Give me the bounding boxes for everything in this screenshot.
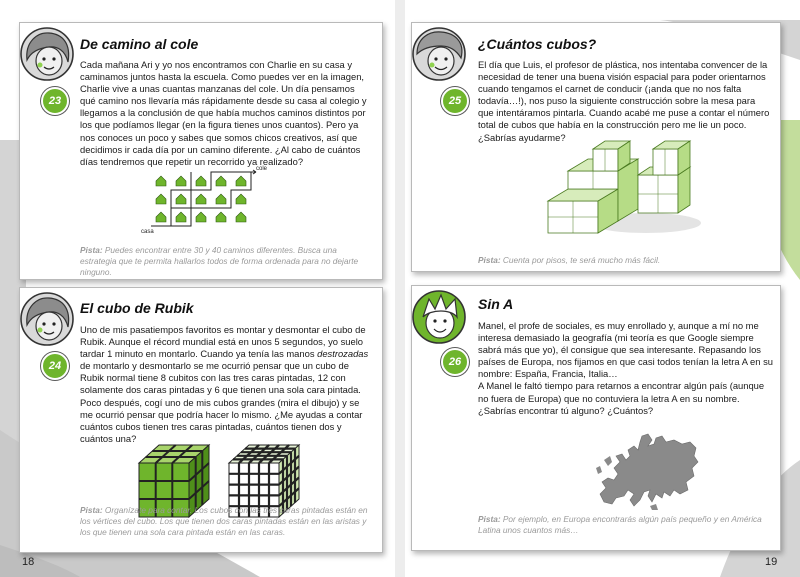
problem-title: ¿Cuántos cubos?	[478, 36, 597, 52]
problem-text-paragraph-2: A Manel le faltó tiempo para retarnos a encontrar algún país (aunque no fuera de Europa) que no contuviera la letra A en su nombre. ¿Sabrías encontrar tú alguno? ¿Cuántos?	[478, 380, 765, 416]
hint-label: Pista:	[80, 505, 103, 515]
problem-text-emphasis: destrozadas	[317, 348, 369, 360]
hint-body: Por ejemplo, en Europa encontrarás algún país pequeño y en América Latina unos cuantos más…	[478, 514, 762, 535]
problem-number-badge: 25	[441, 87, 469, 115]
problem-text-paragraph-1: Manel, el profe de sociales, es muy enrollado y, aunque a mí no me interesa demasiado la geografía (mi teoría es que Google siempre sabrá más que yo), él consigue que sea interesante. Repasando los países de Europa, nos fijamos en que casi todos tenían la letra A en su nombre: España, Francia, Italia…	[478, 320, 773, 380]
problem-card-24	[19, 287, 383, 553]
hint-body: Organízate para contar. Los cubos con las tres caras pintadas están en los vértices del cubo. Los que tienen dos caras pintadas están en las aristas y los que tienen una sola cara pintada están en las caras.	[80, 505, 368, 537]
problem-number-badge: 24	[41, 352, 69, 380]
problem-card-23	[19, 22, 383, 280]
problem-number-badge: 23	[41, 87, 69, 115]
page-number-left: 18	[22, 556, 35, 568]
character-avatar-gray	[19, 26, 79, 88]
hint-label: Pista:	[478, 255, 501, 265]
europe-map-silhouette	[590, 432, 700, 512]
problem-title: Sin A	[478, 296, 514, 312]
problem-number-badge: 26	[441, 348, 469, 376]
page-number-right: 19	[765, 556, 778, 568]
problem-title: De camino al cole	[80, 36, 199, 52]
hint-label: Pista:	[80, 245, 103, 255]
problem-title: El cubo de Rubik	[80, 300, 194, 316]
hint-body: Puedes encontrar entre 30 y 40 caminos diferentes. Busca una estrategia que te permita hallarlos todos de forma ordenada para no dejarte ninguno.	[80, 245, 359, 277]
hint-text	[80, 245, 375, 278]
hint-text	[478, 514, 773, 536]
problem-text	[80, 324, 372, 445]
problem-text-part-a: Uno de mis pasatiempos favoritos es montar y desmontar el cubo de Rubik. Aunque el récord mundial está en unos 5 segundos, yo suelo tardar 1 minuto en montarlo. Cuando ya tenía las manos	[80, 324, 366, 360]
cube-construction	[538, 141, 708, 241]
problem-card-26	[411, 285, 781, 551]
home-label: casa	[141, 229, 154, 235]
problem-text-part-b: de montarlo y desmontarlo se me ocurrió pensar que un cubo de Rubik normal tiene 8 cubitos con las tres caras pintadas, 12 con solamente dos caras pintadas y 6 que tienen una sola cara pintada. Poco después, cogí uno de mis cubos grandes (mira el dibujo) y se me ocurrió pensar que podría hacer lo mismo. ¿Me ayudas a contar cuántos cubos tienen tres caras pintadas, cuántos tienen dos y cuántos una?	[80, 360, 363, 444]
character-avatar-green	[411, 289, 471, 351]
hint-text	[80, 505, 375, 538]
school-label: cole	[256, 166, 268, 172]
character-avatar-gray	[411, 26, 471, 88]
problem-text: Cada mañana Ari y yo nos encontramos con Charlie en su casa y caminamos juntos hasta la escuela. Como puedes ver en la imagen, Charlie vive a unas cuantas manzanas del cole. Un día pensamos qué camino nos llevaría más rápidamente desde su casa al colegio y llegamos a la conclusión de que había muchos caminos distintos por los que podíamos llegar (en la figura tienes unos cuantos). Pero ya nos conoces un poco y sabes que somos chicos creativos, así que decidimos ir cada día por un camino diferente. ¿Al cabo de cuántos días tendremos que repetir un recorrido ya realizado?	[80, 59, 367, 167]
houses-street-map	[141, 166, 278, 235]
character-avatar-gray	[19, 291, 79, 353]
problem-card-25	[411, 22, 781, 272]
problem-text	[478, 320, 776, 417]
hint-body: Cuenta por pisos, te será mucho más fácil.	[500, 255, 661, 265]
problem-text: El día que Luis, el profesor de plástica, nos intentaba convencer de la necesidad de tener una buena visión espacial para poder orientarnos cuando tengamos el carnet de conducir (¡anda que no nos falta todavía…!), nos puso la siguiente construcción sobre la mesa para que intentáramos pintarla. Cuando acabé me puse a contar el número total de cubos que había en la construcción pero me lie un poco. ¿Sabrías ayudarme?	[478, 59, 770, 143]
hint-text	[478, 255, 770, 266]
hint-label: Pista:	[478, 514, 501, 524]
